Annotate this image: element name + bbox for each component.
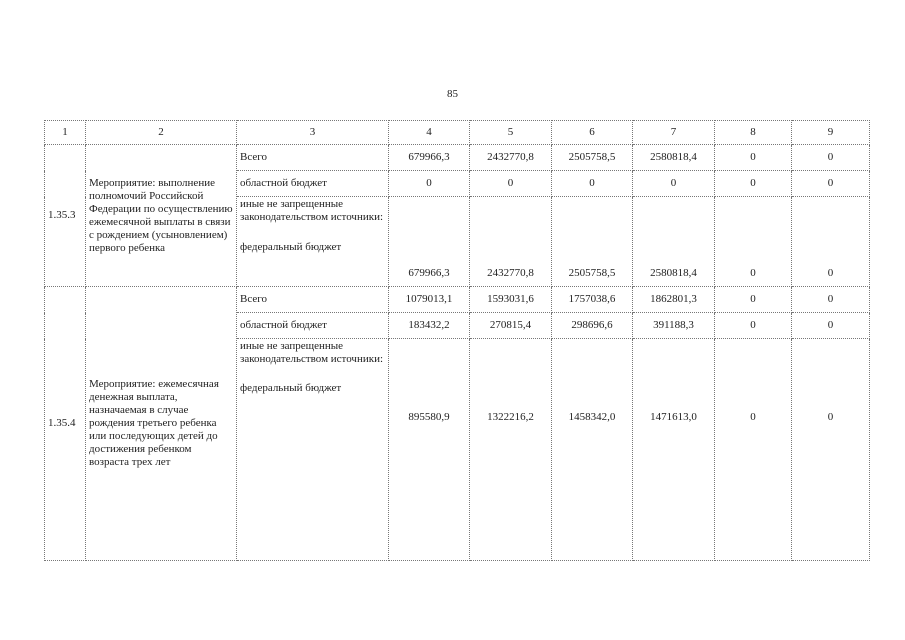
header-cell: 8 (715, 121, 792, 145)
source-cell: Всего (237, 287, 389, 313)
header-cell: 4 (389, 121, 470, 145)
other-sources-label: иные не запрещенные законодательством источники: (240, 340, 384, 365)
value-cell: 2432770,8 (470, 197, 552, 287)
header-cell: 7 (633, 121, 715, 145)
activity-number: 1.35.3 (45, 145, 86, 287)
value-cell: 0 (633, 171, 715, 197)
value-cell: 183432,2 (389, 313, 470, 339)
other-sources-label: иные не запрещенные законодательством источники: (240, 198, 384, 223)
source-cell: Всего (237, 145, 389, 171)
value-cell: 0 (792, 339, 870, 561)
value-cell: 0 (470, 171, 552, 197)
header-cell: 3 (237, 121, 389, 145)
federal-budget-label: федеральный бюджет (240, 382, 342, 394)
value-cell: 0 (715, 339, 792, 561)
value-cell: 0 (552, 171, 633, 197)
header-cell: 9 (792, 121, 870, 145)
value-cell: 1757038,6 (552, 287, 633, 313)
value-cell: 0 (792, 171, 870, 197)
value-cell: 298696,6 (552, 313, 633, 339)
value-cell: 0 (389, 171, 470, 197)
table-row (45, 145, 870, 171)
header-cell: 2 (86, 121, 237, 145)
header-cell: 1 (45, 121, 86, 145)
value-cell: 1079013,1 (389, 287, 470, 313)
value-cell: 0 (792, 287, 870, 313)
value-cell: 1471613,0 (633, 339, 715, 561)
value-cell: 1458342,0 (552, 339, 633, 561)
source-cell (237, 339, 389, 561)
value-cell: 391188,3 (633, 313, 715, 339)
activity-number: 1.35.4 (45, 287, 86, 561)
value-cell: 0 (792, 313, 870, 339)
value-cell: 1322216,2 (470, 339, 552, 561)
value-cell: 0 (715, 171, 792, 197)
value-cell: 0 (715, 287, 792, 313)
value-cell: 2505758,5 (552, 145, 633, 171)
value-cell: 895580,9 (389, 339, 470, 561)
source-cell: областной бюджет (237, 313, 389, 339)
federal-budget-label: федеральный бюджет (240, 241, 342, 253)
value-cell: 0 (715, 197, 792, 287)
activity-title: Мероприятие: выполнение полномочий Российской Федерации по осуществлению ежемесячной выплаты в связи с рождением (усыновлением) первого ребенка (86, 145, 237, 287)
value-cell: 1593031,6 (470, 287, 552, 313)
value-cell: 679966,3 (389, 197, 470, 287)
source-cell (237, 197, 389, 287)
table-header-row (45, 121, 870, 145)
value-cell: 679966,3 (389, 145, 470, 171)
value-cell: 2580818,4 (633, 197, 715, 287)
source-cell: областной бюджет (237, 171, 389, 197)
value-cell: 270815,4 (470, 313, 552, 339)
value-cell: 0 (792, 145, 870, 171)
value-cell: 0 (715, 145, 792, 171)
budget-table (44, 120, 870, 561)
header-cell: 6 (552, 121, 633, 145)
value-cell: 0 (715, 313, 792, 339)
header-cell: 5 (470, 121, 552, 145)
value-cell: 0 (792, 197, 870, 287)
value-cell: 2580818,4 (633, 145, 715, 171)
table-row (45, 287, 870, 313)
value-cell: 2432770,8 (470, 145, 552, 171)
activity-title: Мероприятие: ежемесячная денежная выплата, назначаемая в случае рождения третьего ребенка или последующих детей до достижения ребенком возраста трех лет (86, 287, 237, 561)
value-cell: 1862801,3 (633, 287, 715, 313)
page-number: 85 (447, 88, 458, 100)
value-cell: 2505758,5 (552, 197, 633, 287)
